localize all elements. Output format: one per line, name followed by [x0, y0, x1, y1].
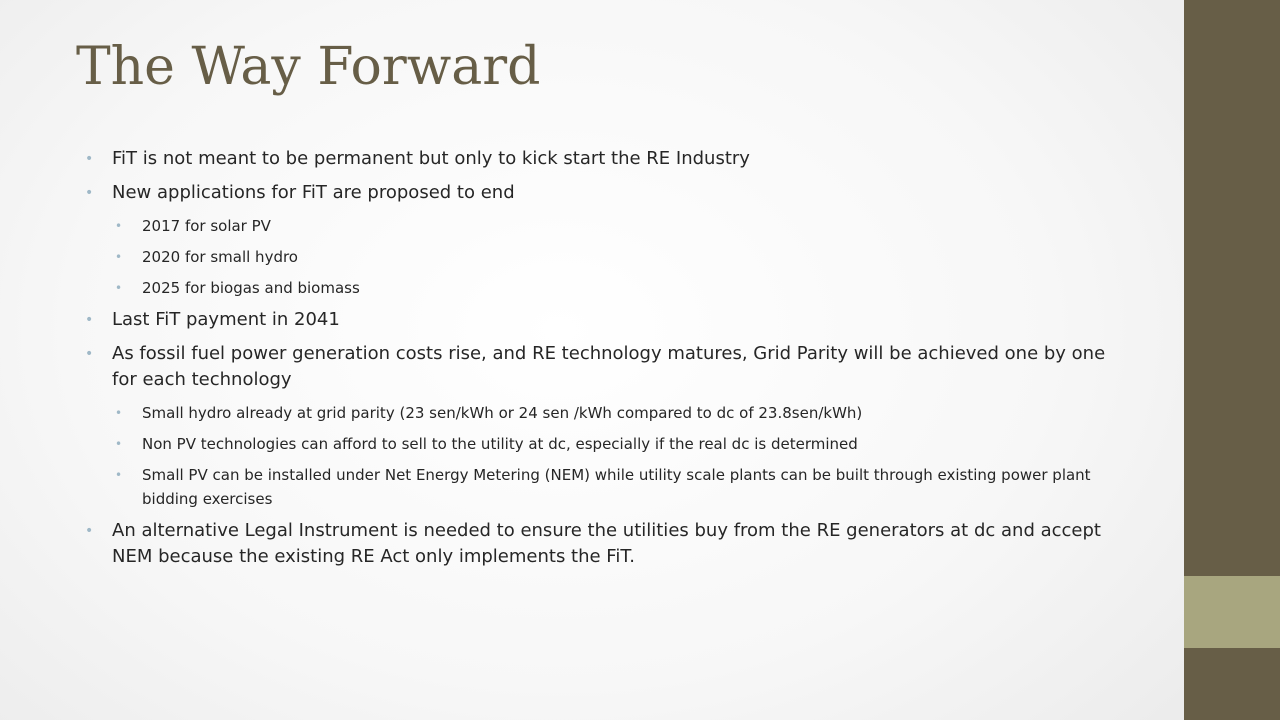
bullet-item [85, 146, 1125, 172]
bullet-icon: • [115, 468, 123, 482]
bullet-list [85, 146, 1125, 578]
bullet-text: Non PV technologies can afford to sell to the utility at dc, especially if the real dc is determined [142, 435, 858, 453]
bullet-item [85, 341, 1125, 393]
bullet-item [85, 307, 1125, 333]
slide-title: The Way Forward [76, 37, 541, 97]
bullet-text: 2025 for biogas and biomass [142, 279, 360, 297]
sub-bullet-item [115, 463, 1125, 511]
bullet-icon: • [115, 219, 123, 233]
bullet-icon: • [85, 151, 94, 167]
sub-bullet-item [115, 214, 1125, 238]
bullet-icon: • [85, 523, 94, 539]
bullet-icon: • [85, 185, 94, 201]
sub-bullet-item [115, 245, 1125, 269]
bullet-icon: • [85, 312, 94, 328]
bullet-text: Small hydro already at grid parity (23 sen/kWh or 24 sen /kWh compared to dc of 23.8sen/kWh) [142, 404, 863, 422]
bullet-text: Small PV can be installed under Net Energy Metering (NEM) while utility scale plants can be built through existing power plant bidding exercises [142, 466, 1091, 508]
sub-bullet-item [115, 276, 1125, 300]
bullet-text: An alternative Legal Instrument is needed to ensure the utilities buy from the RE generators at dc and accept NEM because the existing RE Act only implements the FiT. [112, 520, 1101, 567]
bullet-icon: • [115, 250, 123, 264]
bullet-item [85, 180, 1125, 206]
bullet-icon: • [115, 281, 123, 295]
bullet-text: Last FiT payment in 2041 [112, 309, 340, 330]
bullet-text: 2020 for small hydro [142, 248, 298, 266]
bullet-text: FiT is not meant to be permanent but only to kick start the RE Industry [112, 148, 750, 169]
bullet-icon: • [115, 437, 123, 451]
bullet-text: 2017 for solar PV [142, 217, 271, 235]
sub-bullet-item [115, 432, 1125, 456]
bullet-text: New applications for FiT are proposed to end [112, 182, 515, 203]
bullet-icon: • [115, 406, 123, 420]
bullet-item [85, 518, 1125, 570]
bullet-icon: • [85, 346, 94, 362]
sub-bullet-item [115, 401, 1125, 425]
bullet-text: As fossil fuel power generation costs rise, and RE technology matures, Grid Parity will be achieved one by one for each technology [112, 343, 1106, 390]
side-bar-accent [1184, 576, 1280, 648]
